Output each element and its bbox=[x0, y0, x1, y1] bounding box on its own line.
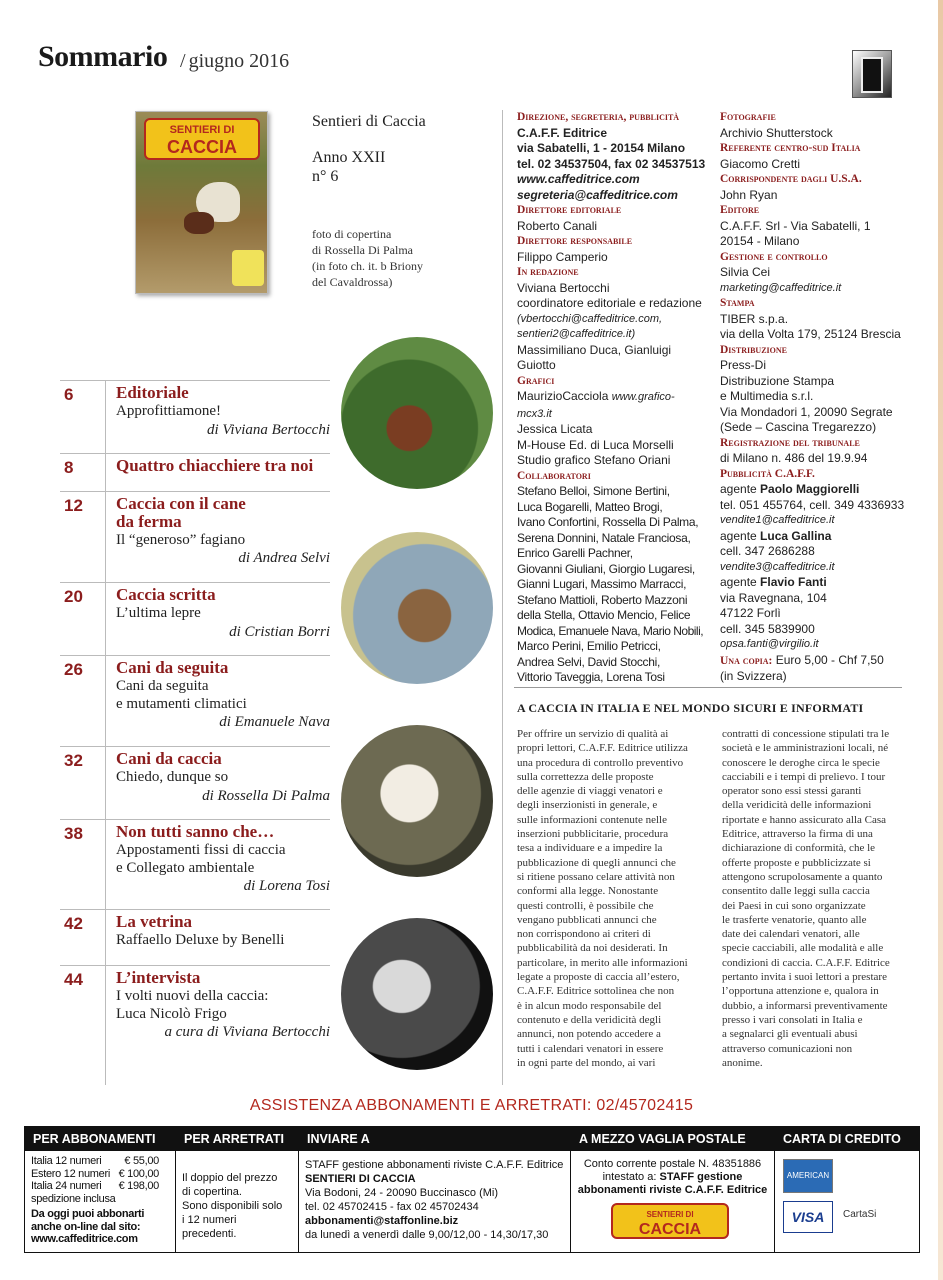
masthead-line: M-House Ed. di Luca Morselli bbox=[517, 437, 674, 452]
toc-section-title-line2: da ferma bbox=[116, 512, 182, 531]
grafici-site[interactable]: www.grafico-mcx3.it bbox=[517, 391, 675, 420]
online-note: Da oggi puoi abbonarti bbox=[31, 1208, 145, 1220]
notice-line: l’opportuna attenzione e, qualora in bbox=[722, 985, 879, 998]
agent-name: Flavio Fanti bbox=[760, 575, 827, 589]
notice-line: specie cacciabili, alle modalità e alle bbox=[722, 942, 884, 955]
toc-author: di Cristian Borri bbox=[229, 624, 330, 640]
cover-credit-line: di Rossella Di Palma bbox=[312, 243, 413, 257]
grafici-name: MaurizioCacciola bbox=[517, 389, 609, 403]
masthead-line: (in Svizzera) bbox=[720, 669, 787, 683]
hare-photo bbox=[341, 532, 493, 684]
arretrati-line: di copertina. bbox=[182, 1186, 242, 1198]
masthead-line: Luca Bogarelli, Matteo Brogi, bbox=[517, 499, 663, 514]
notice-line: tesa a individuare e a impedire la bbox=[517, 842, 663, 855]
toc-section-title: Editoriale bbox=[116, 383, 189, 402]
agent-prefix: agente bbox=[720, 575, 757, 589]
notice-rule bbox=[514, 687, 902, 688]
notice-column-2 bbox=[722, 727, 904, 1070]
cell-abbonamenti bbox=[25, 1151, 175, 1252]
cell-vaglia bbox=[571, 1151, 774, 1252]
copy-price: Euro 5,00 - Chf 7,50 bbox=[775, 652, 884, 667]
notice-line: presso i vari consolati in Italia e bbox=[722, 1013, 863, 1026]
notice-line: sulle informazioni contenute nelle bbox=[517, 813, 667, 826]
masthead-line: C.A.F.F. Editrice bbox=[517, 125, 608, 140]
cover-logo-top: SENTIERI DI bbox=[169, 124, 235, 136]
visa-card-icon: VISA bbox=[783, 1201, 833, 1233]
shipping-note: spedizione inclusa bbox=[31, 1192, 116, 1205]
notice-line: dichiarazione di conformità, che le bbox=[722, 842, 876, 855]
toc-entry[interactable] bbox=[60, 582, 330, 655]
masthead-line bbox=[517, 389, 707, 422]
masthead-column-2 bbox=[720, 110, 920, 685]
assistance-banner: ASSISTENZA ABBONAMENTI E ARRETRATI: 02/45702415 bbox=[249, 1097, 694, 1114]
subscription-email-link[interactable]: abbonamenti@staffonline.biz bbox=[305, 1215, 459, 1227]
toc-article-title-line2: e mutamenti climatici bbox=[116, 696, 247, 712]
toc-page-number: 38 bbox=[64, 824, 83, 843]
cover-credit-line: (in foto ch. it. b Briony bbox=[312, 259, 423, 273]
masthead-line: Filippo Camperio bbox=[517, 249, 608, 264]
toc-article-title: I volti nuovi della caccia: bbox=[116, 988, 269, 1004]
email-link[interactable]: marketing@caffeditrice.it bbox=[720, 281, 842, 294]
notice-title: A CACCIA IN ITALIA E NEL MONDO SICURI E INFORMATI bbox=[517, 701, 864, 715]
online-note: anche on-line dal sito: bbox=[31, 1220, 141, 1233]
arretrati-line: Sono disponibili solo bbox=[182, 1200, 283, 1212]
notice-line: conformi alla legge. Nonostante bbox=[517, 885, 659, 898]
vaglia-line bbox=[577, 1171, 768, 1184]
cell-arretrati bbox=[176, 1151, 298, 1252]
masthead-line: via Ravegnana, 104 bbox=[720, 590, 827, 605]
cover-credit-line: foto di copertina bbox=[312, 227, 392, 241]
notice-line: Per offrire un servizio di qualità ai bbox=[517, 728, 669, 740]
toc-section-title: Cani da seguita bbox=[116, 658, 229, 677]
toc-entry[interactable] bbox=[60, 819, 330, 909]
price-value: € 100,00 bbox=[118, 1167, 159, 1180]
shotgun-photo bbox=[341, 918, 493, 1070]
notice-line: pubblicazione di quegli annunci che bbox=[517, 856, 676, 869]
toc-page-number: 42 bbox=[64, 914, 83, 933]
masthead-line: cell. 345 5839900 bbox=[720, 621, 815, 636]
email-link[interactable]: vendite1@caffeditrice.it bbox=[720, 514, 835, 526]
masthead-line: tel. 051 455764, cell. 349 4336933 bbox=[720, 497, 905, 512]
notice-line: non corrispondono ai criteri di bbox=[517, 928, 651, 941]
price-label: Estero 12 numeri bbox=[31, 1167, 110, 1180]
notice-line: vengano pubblicati annunci che bbox=[517, 913, 657, 926]
toc-entry[interactable] bbox=[60, 909, 330, 965]
masthead-line: tel. 02 34537504, fax 02 34537513 bbox=[517, 156, 706, 171]
price-label: Italia 24 numeri bbox=[31, 1180, 102, 1192]
toc-page-number: 44 bbox=[64, 970, 83, 989]
notice-line: delle agenzie di viaggi venatori e bbox=[517, 785, 663, 798]
notice-line: è in alcun modo responsabile del bbox=[517, 999, 662, 1012]
masthead-line bbox=[720, 529, 920, 545]
header-inviare: INVIARE A bbox=[299, 1127, 570, 1151]
masthead-line: Marco Perini, Emilio Petricci, bbox=[517, 639, 661, 653]
masthead-line: Viviana Bertocchi bbox=[517, 280, 610, 295]
magazine-name: Sentieri di Caccia bbox=[312, 113, 426, 130]
title-slash: / bbox=[180, 50, 186, 72]
cell-inviare bbox=[299, 1151, 570, 1252]
masthead-line: coordinatore editoriale e redazione bbox=[517, 296, 702, 310]
vaglia-line: abbonamenti riviste C.A.F.F. Editrice bbox=[577, 1184, 768, 1196]
notice-line: una procedura di controllo preventivo bbox=[517, 756, 684, 769]
cover-logo-main: CACCIA bbox=[167, 137, 237, 157]
cartasi-logo-icon: CartaSi bbox=[843, 1209, 877, 1220]
toc-entry[interactable] bbox=[60, 965, 330, 1046]
masthead-label: Una copia: bbox=[720, 654, 773, 667]
notice-line: legate a proposte di caccia all’estero, bbox=[517, 971, 680, 984]
notice-line: questi controlli, è possibile che bbox=[517, 899, 654, 912]
header-abbonamenti: PER ABBONAMENTI bbox=[25, 1127, 175, 1151]
cover-bird-shape bbox=[184, 212, 214, 234]
inviare-line: STAFF gestione abbonamenti riviste C.A.F.F. Editrice bbox=[305, 1159, 564, 1171]
email-link[interactable]: vendite3@caffeditrice.it bbox=[720, 560, 835, 573]
toc-entry[interactable] bbox=[60, 655, 330, 746]
masthead-line: Ivano Confortini, Rossella Di Palma, bbox=[517, 515, 699, 529]
toc-section-title: Non tutti sanno che… bbox=[116, 822, 275, 841]
magazine-number: n° 6 bbox=[312, 168, 339, 185]
toc-entry[interactable] bbox=[60, 491, 330, 582]
notice-line: offerte proposte e pubblicizzate si bbox=[722, 856, 871, 869]
toc-author: di Emanuele Nava bbox=[219, 714, 330, 730]
toc-page-number: 20 bbox=[64, 587, 83, 606]
page-title: Sommario bbox=[38, 40, 168, 73]
masthead-line: Silvia Cei bbox=[720, 265, 771, 279]
website-link[interactable]: www.caffeditrice.com bbox=[517, 172, 640, 186]
masthead-line: cell. 347 2686288 bbox=[720, 544, 815, 558]
page-corner-icon bbox=[852, 50, 892, 98]
agent-name: Paolo Maggiorelli bbox=[760, 482, 860, 496]
column-vertical-rule bbox=[502, 110, 503, 1085]
toc-page-number: 32 bbox=[64, 751, 83, 770]
masthead-line: Studio grafico Stefano Oriani bbox=[517, 453, 671, 467]
notice-line: conoscere le deroghe circa le specie bbox=[722, 756, 880, 769]
masthead-line: Andrea Selvi, David Stocchi, bbox=[517, 654, 661, 669]
masthead-column-1 bbox=[517, 110, 707, 686]
pheasant-photo bbox=[341, 337, 493, 489]
masthead-label: Direzione, segreteria, pubblicità bbox=[517, 111, 680, 123]
masthead-line: Stefano Belloi, Simone Bertini, bbox=[517, 484, 670, 498]
notice-line: a segnalarci gli eventuali abusi bbox=[722, 1028, 858, 1041]
cover-badge bbox=[232, 250, 264, 286]
header-carta: CARTA DI CREDITO bbox=[775, 1127, 919, 1151]
toc-author: di Viviana Bertocchi bbox=[206, 422, 330, 438]
toc-author: di Rossella Di Palma bbox=[202, 788, 330, 804]
page-edge-strip bbox=[938, 0, 943, 1280]
vaglia-name: STAFF gestione bbox=[659, 1171, 743, 1183]
masthead-line: 20154 - Milano bbox=[720, 234, 800, 248]
masthead-line: John Ryan bbox=[720, 187, 778, 202]
masthead-label: Pubblicità C.A.F.F. bbox=[720, 467, 815, 480]
masthead-line: Stefano Mattioli, Roberto Mazzoni bbox=[517, 592, 688, 607]
notice-line: contenuto e della veridicità degli bbox=[517, 1013, 662, 1026]
masthead-line: di Milano n. 486 del 19.9.94 bbox=[720, 451, 868, 465]
toc-page-number: 6 bbox=[64, 385, 74, 404]
vaglia-prefix: intestato a: bbox=[602, 1171, 657, 1183]
toc-article-title: Appostamenti fissi di caccia bbox=[116, 842, 286, 858]
arretrati-line: Il doppio del prezzo bbox=[182, 1172, 278, 1184]
price-row bbox=[31, 1180, 159, 1193]
masthead-line: via della Volta 179, 25124 Brescia bbox=[720, 327, 901, 341]
subscription-table bbox=[24, 1126, 920, 1253]
notice-line: si ritiene possano celare attività non bbox=[517, 870, 675, 883]
masthead-line: Giacomo Cretti bbox=[720, 156, 801, 171]
notice-line: contratti di concessione stipulati tra le bbox=[722, 728, 890, 740]
toc-article-title: Cani da seguita bbox=[116, 678, 209, 694]
inviare-line: SENTIERI DI CACCIA bbox=[305, 1173, 416, 1185]
masthead-label: Registrazione del tribunale bbox=[720, 436, 860, 449]
vaglia-line: Conto corrente postale N. 48351886 bbox=[583, 1158, 762, 1170]
toc-article-title: L’ultima lepre bbox=[116, 605, 201, 621]
notice-line: condizioni di caccia. C.A.F.F. Editrice bbox=[722, 956, 890, 969]
toc-entry[interactable] bbox=[60, 380, 330, 453]
notice-line: C.A.F.F. Editrice sottolinea che non bbox=[517, 985, 675, 998]
magazine-year: Anno XXII bbox=[312, 149, 386, 166]
cover-logo bbox=[144, 118, 260, 160]
inviare-line: Via Bodoni, 24 - 20090 Buccinasco (Mi) bbox=[305, 1187, 499, 1199]
notice-line: Editrice, attraverso la firma di una bbox=[722, 828, 873, 841]
masthead-label: Editore bbox=[720, 204, 760, 216]
masthead-line bbox=[720, 482, 920, 498]
masthead-label: Gestione e controllo bbox=[720, 250, 828, 263]
toc-section-title: Caccia con il cane bbox=[116, 494, 246, 513]
masthead-line: sentieri2@caffeditrice.it) bbox=[517, 328, 636, 340]
masthead-label: Direttore responsabile bbox=[517, 235, 633, 247]
toc-entry[interactable] bbox=[60, 746, 330, 819]
toc-article-title: Approfittiamone! bbox=[116, 403, 221, 419]
toc-section-title: Quattro chiacchiere tra noi bbox=[116, 456, 314, 475]
toc-author: di Lorena Tosi bbox=[243, 878, 330, 894]
mini-logo-top: SENTIERI DI bbox=[646, 1210, 694, 1219]
masthead-line: Vittorio Taveggia, Lorena Tosi bbox=[517, 670, 665, 684]
masthead-line: TIBER s.p.a. bbox=[720, 311, 789, 326]
masthead-line: Roberto Canali bbox=[517, 218, 598, 233]
toc-entry[interactable] bbox=[60, 453, 330, 492]
notice-line: cacciabili e i tempi di prelievo. I tour bbox=[722, 770, 886, 783]
notice-line: attengono scrupolosamente a quanto bbox=[722, 870, 883, 883]
masthead-label: Collaboratori bbox=[517, 469, 591, 482]
notice-line: consentito dalle leggi sulla caccia bbox=[722, 885, 870, 898]
masthead-line: della Stella, Ottavio Mencio, Felice bbox=[517, 608, 691, 622]
toc-article-title-line2: e Collegato ambientale bbox=[116, 860, 255, 876]
toc-section-title: La vetrina bbox=[116, 912, 193, 931]
notice-line: sulla correttezza delle proposte bbox=[517, 770, 654, 783]
toc-article-title: Raffaello Deluxe by Benelli bbox=[116, 932, 285, 948]
price-value: € 198,00 bbox=[118, 1180, 159, 1192]
masthead-line: Jessica Licata bbox=[517, 422, 593, 436]
masthead-line bbox=[720, 653, 920, 670]
masthead-line: Via Mondadori 1, 20090 Segrate bbox=[720, 404, 893, 419]
masthead-line bbox=[720, 575, 920, 591]
masthead-label: Distribuzione bbox=[720, 343, 787, 356]
dog-photo bbox=[341, 725, 493, 877]
cell-carta bbox=[775, 1151, 919, 1252]
notice-line: date dei calendari venatori, alle bbox=[722, 928, 860, 941]
toc-section-title: Caccia scritta bbox=[116, 585, 216, 604]
subscription-site-link[interactable]: www.caffeditrice.com bbox=[31, 1233, 138, 1245]
masthead-line: e Multimedia s.r.l. bbox=[720, 389, 814, 403]
masthead-line: Serena Donnini, Natale Franciosa, bbox=[517, 530, 691, 545]
toc-section-title: L’intervista bbox=[116, 968, 201, 987]
agent-prefix: agente bbox=[720, 528, 757, 543]
email-link[interactable]: opsa.fanti@virgilio.it bbox=[720, 638, 819, 650]
toc-author: a cura di Viviana Bertocchi bbox=[164, 1024, 330, 1040]
notice-line: della veridicità delle informazioni bbox=[722, 799, 872, 812]
notice-line: operator sono essi stessi garanti bbox=[722, 785, 862, 798]
cover-thumbnail bbox=[135, 111, 268, 294]
arretrati-line: i 12 numeri precedenti. bbox=[182, 1214, 237, 1240]
masthead-label: Referente centro-sud Italia bbox=[720, 142, 861, 154]
notice-line: riportate e hanno assicurato alla Casa bbox=[722, 813, 887, 826]
issue-month: giugno 2016 bbox=[188, 50, 290, 72]
notice-line: attraverso comunicazioni non bbox=[722, 1042, 853, 1055]
masthead-line: Press-Di bbox=[720, 358, 767, 372]
masthead-line: Massimiliano Duca, Gianluigi Guiotto bbox=[517, 342, 672, 372]
header-vaglia: A MEZZO VAGLIA POSTALE bbox=[571, 1127, 774, 1151]
price-row bbox=[31, 1155, 159, 1168]
notice-line: inserzioni pubblicitarie, procedura bbox=[517, 828, 669, 841]
toc-page-number: 26 bbox=[64, 660, 83, 679]
masthead-line: Gianni Lugari, Massimo Marracci, bbox=[517, 577, 687, 591]
notice-column-1 bbox=[517, 727, 699, 1070]
masthead-label: Fotografie bbox=[720, 111, 776, 123]
notice-line: le trasferte venatorie, quanto alle bbox=[722, 913, 867, 926]
masthead-label: Stampa bbox=[720, 297, 755, 309]
toc-page-number: 8 bbox=[64, 458, 74, 477]
header-arretrati: PER ARRETRATI bbox=[176, 1127, 298, 1151]
notice-line: anonime. bbox=[722, 1056, 763, 1069]
inviare-line: da lunedì a venerdì dalle 9,00/12,00 - 14,30/17,30 bbox=[305, 1229, 549, 1241]
sentieri-di-caccia-logo bbox=[611, 1203, 729, 1239]
notice-line: pertanto invita i suoi lettori a prestare bbox=[722, 971, 887, 984]
masthead-label: Grafici bbox=[517, 374, 555, 387]
masthead-line: Enrico Garelli Pachner, bbox=[517, 546, 633, 560]
toc-article-title-line2: Luca Nicolò Frigo bbox=[116, 1006, 227, 1022]
mini-logo-main: CACCIA bbox=[638, 1221, 702, 1238]
email-link[interactable]: segreteria@caffeditrice.com bbox=[517, 187, 678, 202]
notice-line: propri lettori, C.A.F.F. Editrice utilizza bbox=[517, 742, 688, 755]
notice-line: tutti i calendari venatori in essere bbox=[517, 1042, 664, 1055]
masthead-line: (vbertocchi@caffeditrice.com, bbox=[517, 312, 663, 325]
toc-author: di Andrea Selvi bbox=[238, 550, 330, 566]
notice-line: dei Paesi in cui sono organizzate bbox=[722, 899, 866, 912]
notice-line: annunci, non potendo accedere a bbox=[517, 1028, 661, 1041]
masthead-line: Giovanni Giuliani, Giorgio Lugaresi, bbox=[517, 561, 695, 576]
notice-line: dubbio, a informarsi preventivamente bbox=[722, 999, 888, 1012]
agent-prefix: agente bbox=[720, 482, 757, 496]
notice-line: società e le amministrazioni locali, né bbox=[722, 742, 889, 755]
notice-line: pubblicabilità da noi desiderati. In bbox=[517, 942, 668, 955]
amex-card-icon: AMERICAN bbox=[783, 1159, 833, 1193]
toc-page-number: 12 bbox=[64, 496, 83, 515]
cover-credit-line: del Cavaldrossa) bbox=[312, 275, 393, 289]
price-label: Italia 12 numeri bbox=[31, 1155, 102, 1167]
price-value: € 55,00 bbox=[124, 1155, 159, 1167]
masthead-line: Distribuzione Stampa bbox=[720, 373, 835, 388]
masthead-line: 47122 Forlì bbox=[720, 606, 781, 620]
masthead-line: Archivio Shutterstock bbox=[720, 125, 833, 140]
masthead-line: Modica, Emanuele Nava, Mario Nobili, bbox=[517, 623, 704, 638]
masthead-line: (Sede – Cascina Tregarezzo) bbox=[720, 420, 877, 434]
notice-line: particolare, in merito alle informazioni bbox=[517, 956, 688, 969]
masthead-line: via Sabatelli, 1 - 20154 Milano bbox=[517, 141, 686, 155]
inviare-line: tel. 02 45702415 - fax 02 45702434 bbox=[305, 1201, 479, 1213]
toc-article-title: Chiedo, dunque so bbox=[116, 769, 229, 785]
price-row bbox=[31, 1168, 159, 1181]
issue-date bbox=[180, 50, 289, 73]
masthead-label: Corrispondente dagli U.S.A. bbox=[720, 173, 862, 185]
notice-line: in ogni parte del mondo, ai vari bbox=[517, 1056, 656, 1069]
toc-section-title: Cani da caccia bbox=[116, 749, 222, 768]
agent-name: Luca Gallina bbox=[760, 528, 832, 543]
masthead-label: In redazione bbox=[517, 266, 579, 278]
toc-article-title: Il “generoso” fagiano bbox=[116, 532, 246, 548]
notice-line: degli inserzionisti in generale, e bbox=[517, 799, 658, 812]
masthead-line: C.A.F.F. Srl - Via Sabatelli, 1 bbox=[720, 218, 871, 233]
masthead-label: Direttore editoriale bbox=[517, 204, 622, 216]
